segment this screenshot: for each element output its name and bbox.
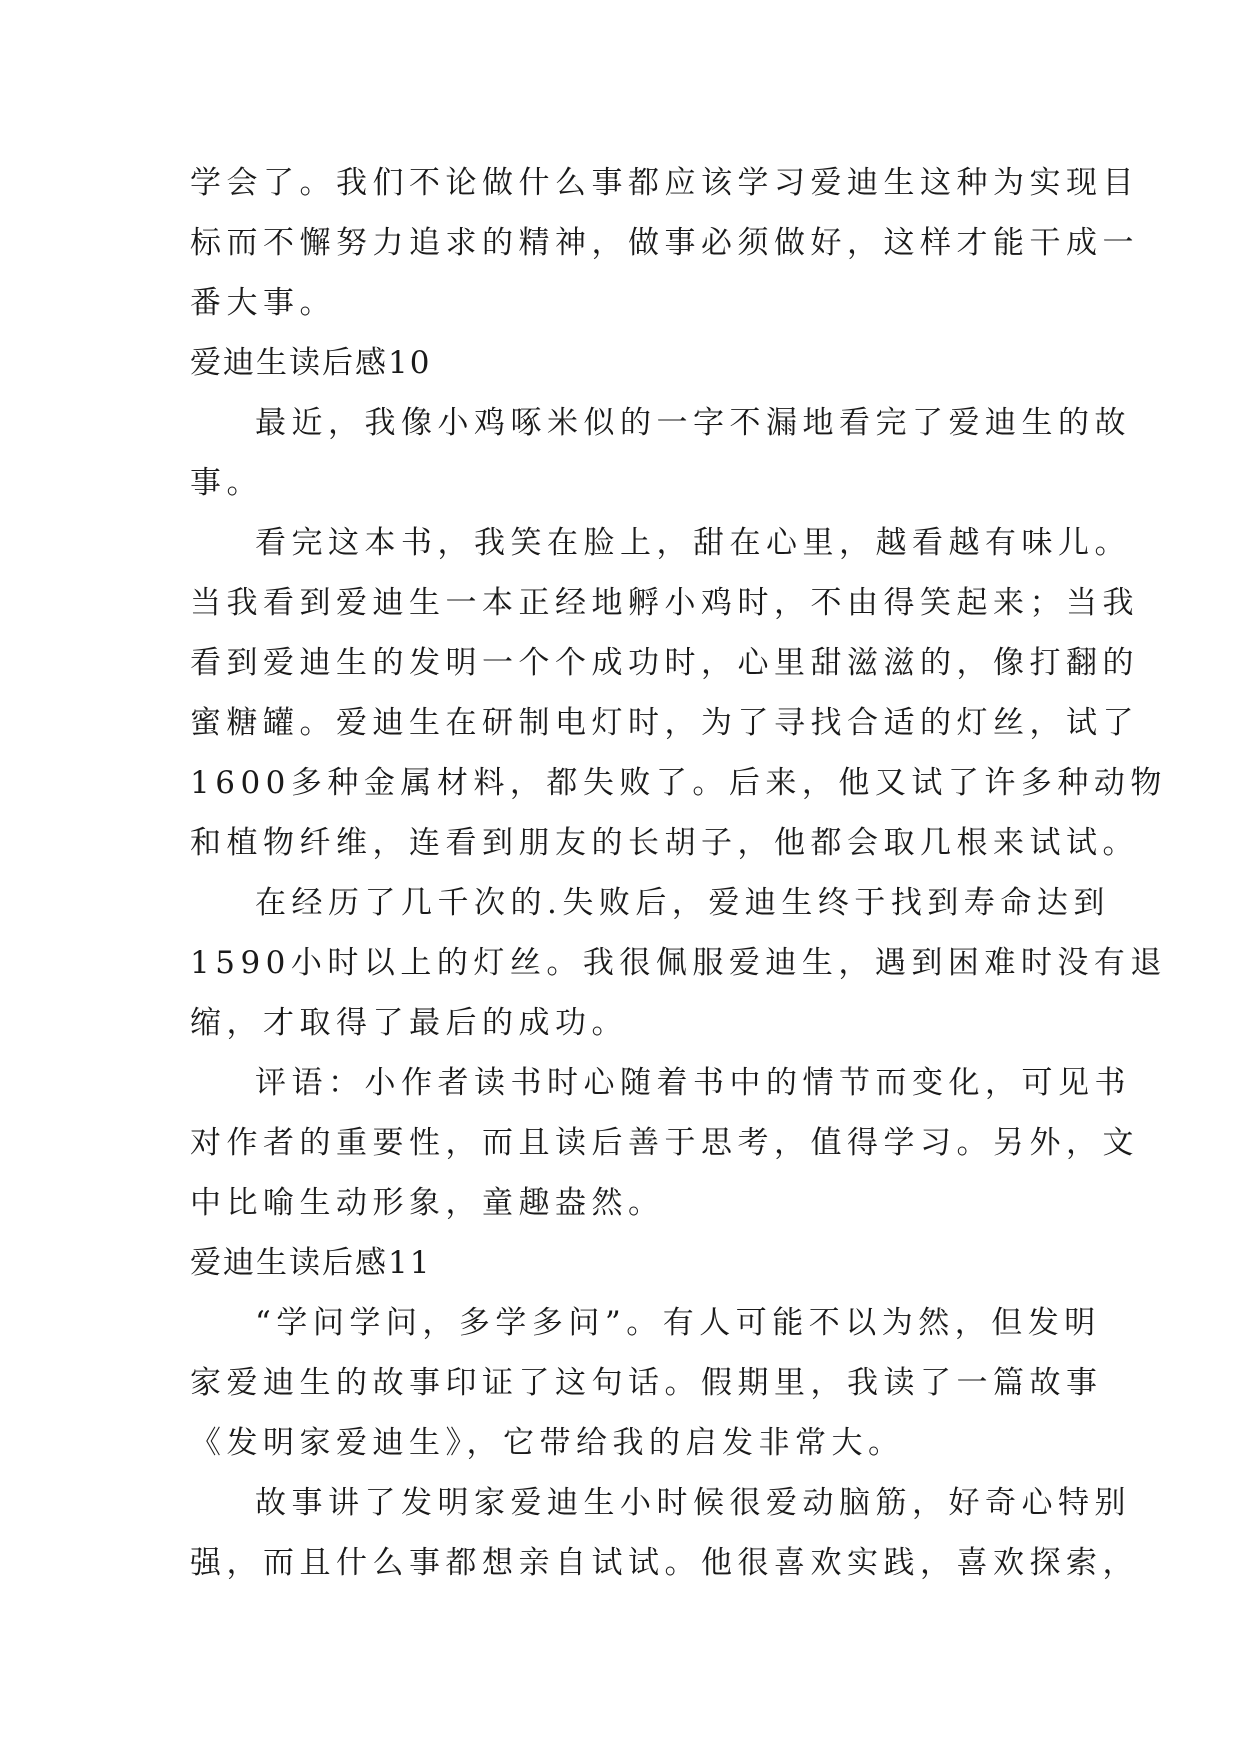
paragraph-line: 1590小时以上的灯丝。我很佩服爱迪生，遇到困难时没有退 xyxy=(190,945,1167,981)
paragraph-line: 故事讲了发明家爱迪生小时候很爱动脑筋，好奇心特别 xyxy=(255,1485,1131,1521)
paragraph-line: 《发明家爱迪生》，它带给我的启发非常大。 xyxy=(190,1425,905,1461)
paragraph-line: 学会了。我们不论做什么事都应该学习爱迪生这种为实现目 xyxy=(190,165,1139,201)
paragraph-line: 当我看到爱迪生一本正经地孵小鸡时，不由得笑起来；当我 xyxy=(190,585,1139,621)
paragraph-line: 标而不懈努力追求的精神，做事必须做好，这样才能干成一 xyxy=(190,225,1139,261)
paragraph-line: 在经历了几千次的.失败后，爱迪生终于找到寿命达到 xyxy=(255,885,1110,921)
paragraph-line: 中比喻生动形象，童趣盎然。 xyxy=(190,1185,665,1221)
paragraph-line: 看完这本书，我笑在脸上，甜在心里，越看越有味儿。 xyxy=(255,525,1131,561)
paragraph-line: 蜜糖罐。爱迪生在研制电灯时，为了寻找合适的灯丝，试了 xyxy=(190,705,1139,741)
paragraph-line: 最近，我像小鸡啄米似的一字不漏地看完了爱迪生的故 xyxy=(255,405,1131,441)
paragraph-line: 1600多种金属材料，都失败了。后来，他又试了许多种动物 xyxy=(190,765,1167,801)
paragraph-line: 评语：小作者读书时心随着书中的情节而变化，可见书 xyxy=(255,1065,1131,1101)
section-heading: 爱迪生读后感10 xyxy=(190,345,432,381)
paragraph-line: 番大事。 xyxy=(190,285,336,321)
paragraph-line: 家爱迪生的故事印证了这句话。假期里，我读了一篇故事 xyxy=(190,1365,1103,1401)
paragraph-line: 对作者的重要性，而且读后善于思考，值得学习。另外，文 xyxy=(190,1125,1139,1161)
paragraph-line: 事。 xyxy=(190,465,263,501)
section-heading: 爱迪生读后感11 xyxy=(190,1245,432,1281)
paragraph-line: 缩，才取得了最后的成功。 xyxy=(190,1005,628,1041)
paragraph-line: 看到爱迪生的发明一个个成功时，心里甜滋滋的，像打翻的 xyxy=(190,645,1139,681)
paragraph-line: “学问学问，多学多问”。有人可能不以为然，但发明 xyxy=(255,1305,1101,1341)
paragraph-line: 和植物纤维，连看到朋友的长胡子，他都会取几根来试试。 xyxy=(190,825,1139,861)
paragraph-line: 强，而且什么事都想亲自试试。他很喜欢实践，喜欢探索， xyxy=(190,1545,1139,1581)
